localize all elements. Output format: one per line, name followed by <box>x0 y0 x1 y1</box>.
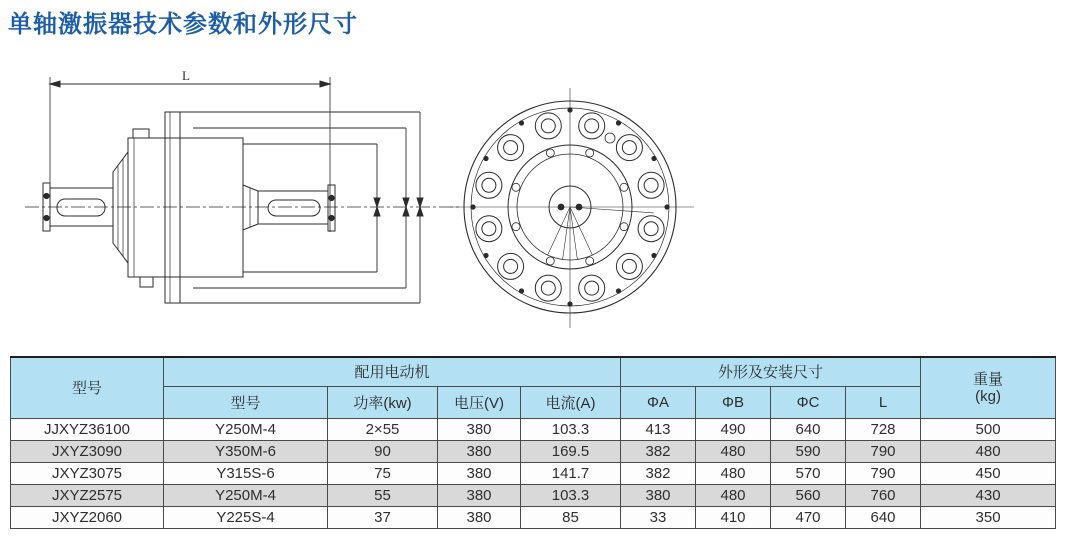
front-view-drawing <box>450 88 694 328</box>
vibrator-drawing-svg <box>0 55 720 345</box>
header-dia-a: ΦA <box>621 386 696 418</box>
table-cell: JXYZ2060 <box>11 506 164 528</box>
table-cell: JXYZ3075 <box>11 462 164 484</box>
table-cell: 85 <box>521 506 621 528</box>
table-cell: 75 <box>328 462 438 484</box>
table-cell: 103.3 <box>521 484 621 506</box>
header-model: 型号 <box>11 357 164 418</box>
table-cell: 480 <box>696 440 771 462</box>
table-row <box>11 418 1056 440</box>
table-cell: 480 <box>696 484 771 506</box>
table-cell: 790 <box>846 462 921 484</box>
dimension-bracket-inner <box>243 144 380 272</box>
table-cell: 380 <box>438 506 521 528</box>
table-cell: 470 <box>771 506 846 528</box>
table-cell: 790 <box>846 440 921 462</box>
mounting-flange <box>165 112 180 303</box>
header-voltage: 电压(V) <box>438 386 521 418</box>
dimension-line-L <box>50 68 330 232</box>
table-header <box>11 357 1056 418</box>
page-title: 单轴激振器技术参数和外形尺寸 <box>8 11 358 38</box>
hub-dot-right <box>576 204 583 211</box>
dimension-bracket-outer <box>165 112 423 303</box>
table-cell: JJXYZ36100 <box>11 418 164 440</box>
header-dia-c: ΦC <box>771 386 846 418</box>
table-cell: Y250M-4 <box>164 484 328 506</box>
header-current: 电流(A) <box>521 386 621 418</box>
spec-table <box>10 356 1056 529</box>
shaft-right <box>243 185 335 231</box>
table-row <box>11 484 1056 506</box>
table-cell: 350 <box>921 506 1056 528</box>
header-group-dimensions: 外形及安装尺寸 <box>621 357 921 386</box>
header-weight-line1: 重量 <box>973 370 1004 388</box>
technical-drawing <box>0 55 720 345</box>
header-length: L <box>846 386 921 418</box>
table-cell: 640 <box>846 506 921 528</box>
table-cell: 480 <box>696 462 771 484</box>
table-row <box>11 440 1056 462</box>
header-dia-b: ΦB <box>696 386 771 418</box>
table-cell: 500 <box>921 418 1056 440</box>
table-cell: 380 <box>438 418 521 440</box>
side-view-drawing <box>25 68 462 303</box>
table-body <box>11 418 1056 528</box>
table-cell: 380 <box>438 484 521 506</box>
table-cell: 413 <box>621 418 696 440</box>
table-cell: 169.5 <box>521 440 621 462</box>
table-cell: Y315S-6 <box>164 462 328 484</box>
header-power: 功率(kw) <box>328 386 438 418</box>
table-cell: 90 <box>328 440 438 462</box>
table-cell: Y250M-4 <box>164 418 328 440</box>
table-cell: 490 <box>696 418 771 440</box>
table-cell: 2×55 <box>328 418 438 440</box>
table-cell: 380 <box>438 440 521 462</box>
table-cell: 141.7 <box>521 462 621 484</box>
table-cell: 382 <box>621 462 696 484</box>
header-motor-model: 型号 <box>164 386 328 418</box>
table-cell: 430 <box>921 484 1056 506</box>
table-cell: 560 <box>771 484 846 506</box>
table-cell: Y350M-6 <box>164 440 328 462</box>
hub-dot-left <box>558 204 565 211</box>
table-cell: 410 <box>696 506 771 528</box>
table-cell: 570 <box>771 462 846 484</box>
table-cell: 760 <box>846 484 921 506</box>
table-cell: JXYZ3090 <box>11 440 164 462</box>
table-cell: Y225S-4 <box>164 506 328 528</box>
bearing-cover-left <box>113 152 128 263</box>
table-cell: 55 <box>328 484 438 506</box>
table-cell: 33 <box>621 506 696 528</box>
dimension-label-L: L <box>182 68 190 83</box>
table-cell: 37 <box>328 506 438 528</box>
table-cell: 728 <box>846 418 921 440</box>
table-cell: 380 <box>621 484 696 506</box>
table-cell: 103.3 <box>521 418 621 440</box>
table-cell: 590 <box>771 440 846 462</box>
header-group-motor: 配用电动机 <box>164 357 621 386</box>
table-row <box>11 506 1056 528</box>
table-cell: 382 <box>621 440 696 462</box>
table-cell: 450 <box>921 462 1056 484</box>
radial-lines <box>548 207 654 260</box>
table-cell: JXYZ2575 <box>11 484 164 506</box>
index-hole <box>605 133 615 143</box>
header-weight <box>921 357 1056 418</box>
table-cell: 380 <box>438 462 521 484</box>
table-cell: 640 <box>771 418 846 440</box>
vibrator-body <box>128 129 243 287</box>
table-cell: 480 <box>921 440 1056 462</box>
header-weight-line2: (kg) <box>975 387 1001 405</box>
table-row <box>11 462 1056 484</box>
